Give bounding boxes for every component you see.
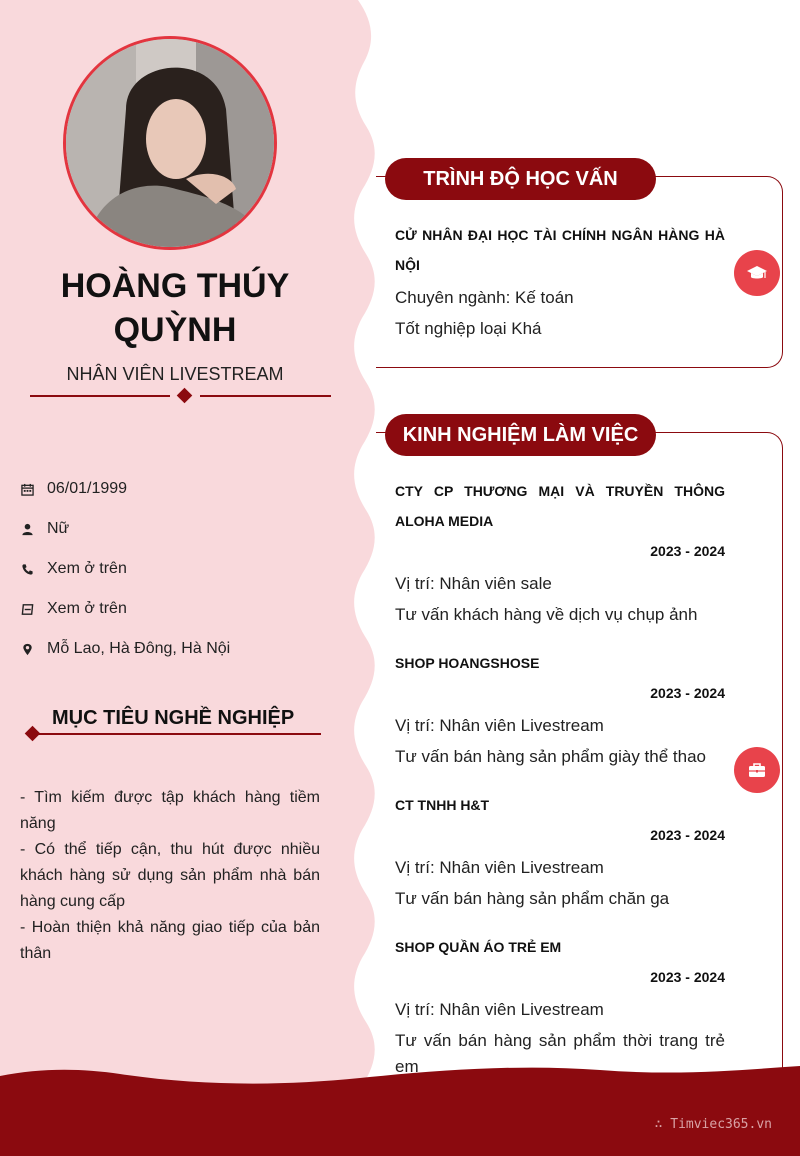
education-school: CỬ NHÂN ĐẠI HỌC TÀI CHÍNH NGÂN HÀNG HÀ NỘI bbox=[395, 227, 725, 273]
birthdate-text: 06/01/1999 bbox=[47, 480, 128, 497]
experience-company: CTY CP THƯƠNG MẠI VÀ TRUYỀN THÔNG ALOHA MEDIA bbox=[395, 483, 725, 529]
address-text: Mỗ Lao, Hà Đông, Hà Nội bbox=[47, 640, 231, 657]
experience-position: Vị trí: Nhân viên sale bbox=[395, 574, 552, 593]
education-grade: Tốt nghiệp loại Khá bbox=[395, 319, 542, 338]
objective-line: - Có thể tiếp cận, thu hút được nhiều khách hàng sử dụng sản phẩm nhà bán hàng cung cấp bbox=[20, 841, 320, 910]
experience-position: Vị trí: Nhân viên Livestream bbox=[395, 1000, 604, 1019]
education-heading: TRÌNH ĐỘ HỌC VẤN bbox=[385, 158, 656, 200]
location-icon bbox=[20, 642, 34, 656]
phone-text: Xem ở trên bbox=[47, 560, 127, 577]
experience-years: 2023 - 2024 bbox=[650, 827, 725, 843]
watermark: ∴ Timviec365.vn bbox=[654, 1117, 772, 1132]
avatar bbox=[63, 36, 277, 250]
objective-line: - Tìm kiếm được tập khách hàng tiềm năng bbox=[20, 789, 320, 832]
gender-text: Nữ bbox=[47, 520, 70, 537]
avatar-photo bbox=[66, 39, 274, 247]
person-icon bbox=[20, 522, 34, 536]
graduation-cap-icon bbox=[746, 262, 768, 284]
experience-description: Tư vấn bán hàng sản phẩm chăn ga bbox=[395, 889, 670, 908]
contact-gender bbox=[20, 517, 69, 541]
objective-heading: MỤC TIÊU NGHỀ NGHIỆP bbox=[52, 707, 295, 729]
phone-icon bbox=[20, 562, 34, 576]
experience-description: Tư vấn khách hàng về dịch vụ chụp ảnh bbox=[395, 605, 698, 624]
experience-years: 2023 - 2024 bbox=[650, 543, 725, 559]
experience-badge bbox=[734, 747, 780, 793]
job-title: NHÂN VIÊN LIVESTREAM bbox=[66, 364, 284, 384]
experience-heading: KINH NGHIỆM LÀM VIỆC bbox=[385, 414, 656, 456]
experience-description: Tư vấn bán hàng sản phẩm thời trang trẻ em bbox=[395, 1031, 725, 1076]
experience-years: 2023 - 2024 bbox=[650, 969, 725, 985]
contact-birthdate bbox=[20, 477, 127, 501]
experience-position: Vị trí: Nhân viên Livestream bbox=[395, 716, 604, 735]
title-divider-left bbox=[30, 395, 170, 397]
email-icon bbox=[20, 602, 34, 616]
email-text: Xem ở trên bbox=[47, 600, 127, 617]
briefcase-icon bbox=[746, 759, 768, 781]
candidate-name: HOÀNG THÚY QUỲNH bbox=[60, 267, 290, 349]
contact-phone bbox=[20, 557, 127, 581]
contact-address bbox=[20, 637, 230, 661]
experience-years: 2023 - 2024 bbox=[650, 685, 725, 701]
experience-description: Tư vấn bán hàng sản phẩm giày thể thao bbox=[395, 747, 706, 766]
title-divider-right bbox=[200, 395, 331, 397]
objective-line: - Hoàn thiện khả năng giao tiếp của bản thân bbox=[20, 919, 320, 962]
experience-position: Vị trí: Nhân viên Livestream bbox=[395, 858, 604, 877]
calendar-icon bbox=[20, 482, 34, 496]
objective-underline bbox=[33, 733, 321, 735]
experience-company: SHOP HOANGSHOSE bbox=[395, 655, 540, 671]
education-major: Chuyên ngành: Kế toán bbox=[395, 288, 574, 307]
experience-company: SHOP QUẦN ÁO TRẺ EM bbox=[395, 939, 562, 955]
objective-text bbox=[20, 785, 320, 967]
contact-email bbox=[20, 597, 127, 621]
footer-wave bbox=[0, 1056, 800, 1156]
experience-company: CT TNHH H&T bbox=[395, 797, 490, 813]
education-badge bbox=[734, 250, 780, 296]
